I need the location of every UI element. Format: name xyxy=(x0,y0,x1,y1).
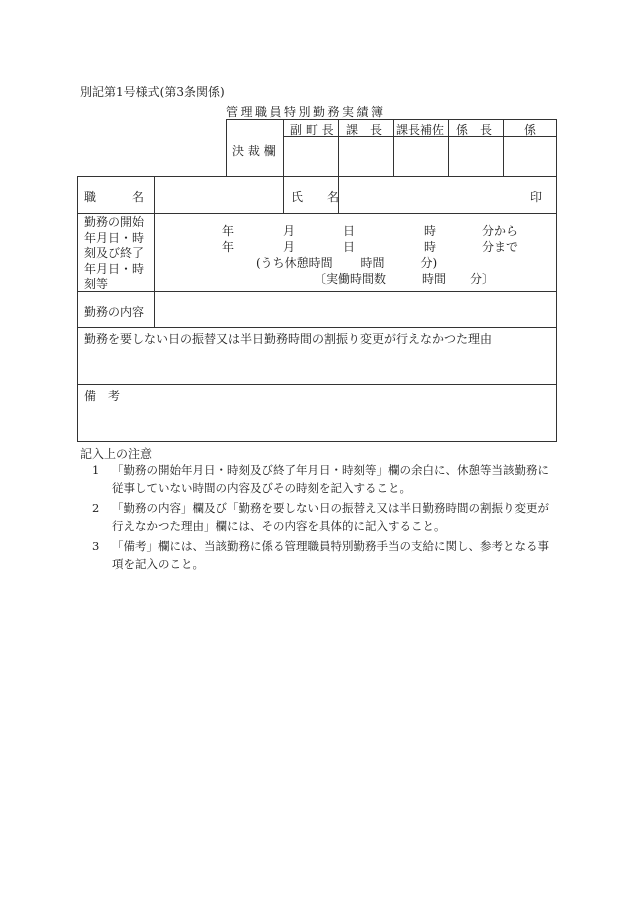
approval-label: 決 裁 欄 xyxy=(232,144,276,158)
approval-divider xyxy=(393,119,394,176)
table-row-line xyxy=(77,291,557,292)
approval-col-subsection-chief: 係 長 xyxy=(456,123,493,137)
approval-col-section-chief: 課 長 xyxy=(346,123,383,137)
approval-top-line xyxy=(226,119,557,120)
end-year: 年 xyxy=(222,240,235,254)
table-name-divider xyxy=(283,176,284,213)
job-title-label: 職 名 xyxy=(84,190,145,204)
actual-time-text: 〔実働時間数 時間 分〕 xyxy=(314,272,495,286)
name-label: 氏 名 xyxy=(291,190,340,204)
end-minute: 分まで xyxy=(482,240,519,254)
reason-label: 勤務を要しない日の振替又は半日勤務時間の割振り変更が行えなかつた理由 xyxy=(84,332,493,346)
table-right-line xyxy=(556,176,557,442)
note-item: 2 「勤務の内容」欄及び「勤務を要しない日の振替え又は半日勤務時間の割振り変更が 行えなかつた理由」欄には、その内容を具体的に記入すること。 xyxy=(92,501,549,533)
start-hour: 時 xyxy=(424,224,437,238)
table-bottom-line xyxy=(77,441,557,442)
end-month: 月 xyxy=(283,240,296,254)
table-label-divider xyxy=(154,176,155,327)
start-day: 日 xyxy=(343,224,356,238)
end-day: 日 xyxy=(343,240,356,254)
approval-divider xyxy=(503,119,504,176)
form-label: 別記第1号様式(第3条関係) xyxy=(80,85,225,99)
approval-divider xyxy=(448,119,449,176)
approval-right-line xyxy=(556,119,557,176)
approval-col-vice-mayor: 副 町 長 xyxy=(290,123,334,137)
table-top-line xyxy=(77,176,557,177)
approval-divider xyxy=(338,119,339,176)
table-row-line xyxy=(77,327,557,328)
table-row-line xyxy=(77,213,557,214)
approval-col-deputy-chief: 課長補佐 xyxy=(396,123,445,137)
start-year: 年 xyxy=(222,224,235,238)
note-item: 1 「勤務の開始年月日・時刻及び終了年月日・時刻等」欄の余白に、休憩等当該勤務に 従事していない時間の内容及びその時刻を記入すること。 xyxy=(92,463,549,495)
remarks-label: 備 考 xyxy=(84,389,121,403)
work-time-label: 勤務の開始 年月日・時 刻及び終了 年月日・時 刻等 xyxy=(84,215,145,291)
break-time-text: (うち休憩時間 時間 分) xyxy=(256,256,438,270)
approval-left-line xyxy=(226,119,227,176)
table-left-line xyxy=(77,176,78,442)
notes-title: 記入上の注意 xyxy=(80,447,153,461)
work-content-label: 勤務の内容 xyxy=(84,305,145,319)
seal-label: 印 xyxy=(530,190,543,204)
end-hour: 時 xyxy=(424,240,437,254)
approval-divider xyxy=(283,119,284,176)
approval-col-staff: 係 xyxy=(524,123,537,137)
form-title: 管理職員特別勤務実績簿 xyxy=(226,105,386,119)
start-month: 月 xyxy=(283,224,296,238)
table-row-line xyxy=(77,384,557,385)
start-minute: 分から xyxy=(482,224,519,238)
note-item: 3 「備考」欄には、当該勤務に係る管理職員特別勤務手当の支給に関し、参考となる事 項を記入のこと。 xyxy=(92,539,549,571)
